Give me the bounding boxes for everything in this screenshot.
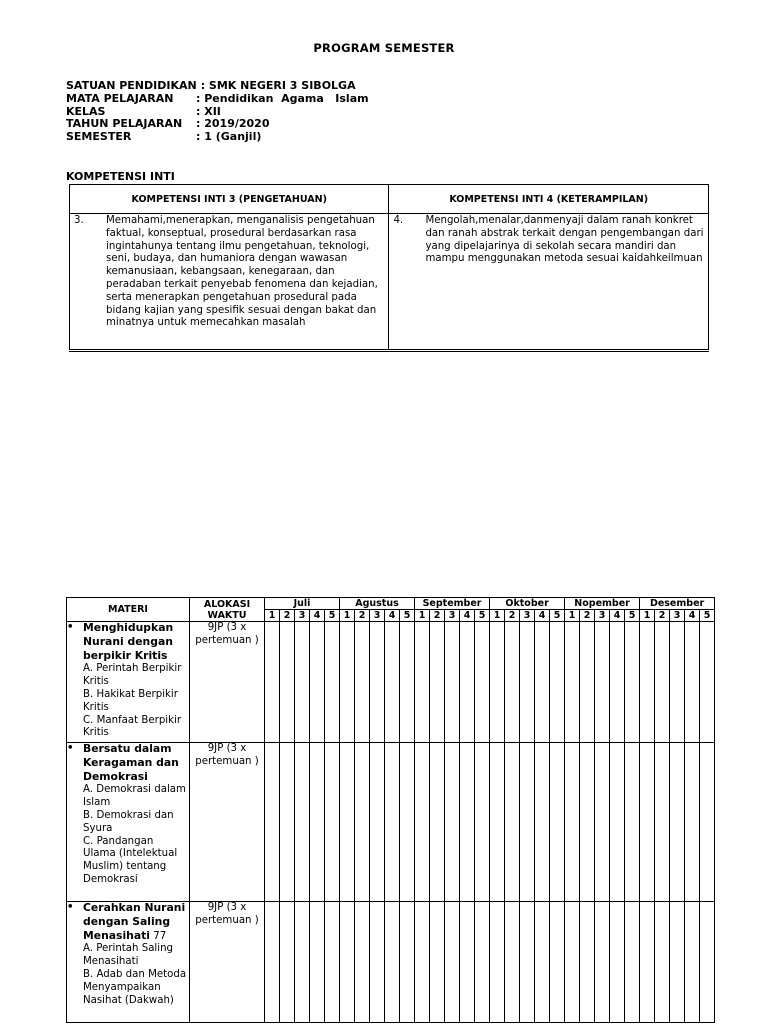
week-cell xyxy=(310,622,325,743)
week-cell xyxy=(295,743,310,902)
week-number: 2 xyxy=(505,610,520,622)
week-cell xyxy=(595,622,610,743)
week-cell xyxy=(295,622,310,743)
week-number: 5 xyxy=(325,610,340,622)
materi-cell xyxy=(67,902,190,1023)
week-number: 4 xyxy=(460,610,475,622)
week-cell xyxy=(445,743,460,902)
week-cell xyxy=(505,743,520,902)
week-cell xyxy=(535,743,550,902)
week-cell xyxy=(580,743,595,902)
materi-cell xyxy=(67,743,190,902)
week-cell xyxy=(625,622,640,743)
week-cell xyxy=(355,743,370,902)
week-number: 1 xyxy=(340,610,355,622)
table-row xyxy=(67,622,715,743)
week-cell xyxy=(520,622,535,743)
week-number: 5 xyxy=(400,610,415,622)
ki3-text: Memahami,menerapkan, menganalisis pengetahuan faktual, konseptual, prosedural berdasarkan rasa ingintahunya tentang ilmu pengetahuan, teknologi, seni, budaya, dan humaniora dengan wawasan kemanusiaan, kebangsaan, kenegaraan, dan peradaban terkait penyebab fenomena dan kejadian, serta menerapkan pengetahuan prosedural pada bidang kajian yang spesifik sesuai dengan bakat dan minatnya untuk memecahkan masalah xyxy=(106,215,378,329)
materi-title: Menghidupkan Nurani dengan berpikir Kritis xyxy=(83,621,174,662)
week-number: 1 xyxy=(565,610,580,622)
week-cell xyxy=(340,743,355,902)
info-label: TAHUN PELAJARAN xyxy=(66,117,183,131)
week-cell xyxy=(280,902,295,1023)
ki-heading: KOMPETENSI INTI xyxy=(66,170,175,183)
week-cell xyxy=(265,902,280,1023)
week-cell xyxy=(640,622,655,743)
week-cell xyxy=(460,902,475,1023)
ki3-number: 3. xyxy=(74,215,84,226)
week-cell xyxy=(400,743,415,902)
week-cell xyxy=(265,622,280,743)
week-cell xyxy=(520,743,535,902)
week-cell xyxy=(580,902,595,1023)
info-value: : 2019/2020 xyxy=(196,117,270,131)
week-cell xyxy=(370,902,385,1023)
week-cell xyxy=(460,622,475,743)
week-cell xyxy=(535,902,550,1023)
table-row xyxy=(67,902,715,1023)
month-header: Desember xyxy=(640,598,715,610)
ki4-text: Mengolah,menalar,danmenyaji dalam ranah konkret dan ranah abstrak terkait dengan pengembangan dari yang dipelajarinya di sekolah secara mandiri dan mampu menggunakan metoda sesuai kaidahkeilmuan xyxy=(425,215,704,265)
info-value: : 1 (Ganjil) xyxy=(196,130,262,144)
info-block xyxy=(66,80,369,144)
week-number: 5 xyxy=(475,610,490,622)
week-cell xyxy=(655,622,670,743)
week-cell xyxy=(625,743,640,902)
week-cell xyxy=(670,622,685,743)
week-cell xyxy=(490,902,505,1023)
info-label: SATUAN PENDIDIKAN xyxy=(66,79,197,92)
info-value: : SMK NEGERI 3 SIBOLGA xyxy=(200,79,356,92)
week-cell xyxy=(445,622,460,743)
week-cell xyxy=(490,743,505,902)
week-number: 2 xyxy=(580,610,595,622)
week-cell xyxy=(610,743,625,902)
month-header: Agustus xyxy=(340,598,415,610)
week-cell xyxy=(520,902,535,1023)
schedule-table xyxy=(66,597,715,1023)
month-header: Oktober xyxy=(490,598,565,610)
bullet-icon: • xyxy=(67,902,74,913)
page-title: PROGRAM SEMESTER xyxy=(313,41,455,55)
materi-subtopic: B. Demokrasi dan Syura xyxy=(83,809,174,834)
week-number: 3 xyxy=(595,610,610,622)
ki4-header: KOMPETENSI INTI 4 (KETERAMPILAN) xyxy=(389,185,709,214)
week-cell xyxy=(385,902,400,1023)
week-cell xyxy=(340,622,355,743)
week-cell xyxy=(700,902,715,1023)
week-cell xyxy=(415,622,430,743)
info-row-semester xyxy=(66,131,369,144)
materi-title: Bersatu dalam Keragaman dan Demokrasi xyxy=(83,742,179,783)
week-cell xyxy=(685,902,700,1023)
month-header: Juli xyxy=(265,598,340,610)
week-cell xyxy=(325,743,340,902)
week-cell xyxy=(310,902,325,1023)
week-cell xyxy=(685,743,700,902)
week-number: 1 xyxy=(265,610,280,622)
alokasi-header: ALOKASI WAKTU xyxy=(190,598,265,622)
week-number: 3 xyxy=(520,610,535,622)
week-number: 4 xyxy=(310,610,325,622)
materi-header: MATERI xyxy=(67,598,190,622)
week-cell xyxy=(385,622,400,743)
materi-subtopic: A. Perintah Saling Menasihati xyxy=(83,943,174,968)
week-number: 1 xyxy=(490,610,505,622)
week-cell xyxy=(325,622,340,743)
week-number: 4 xyxy=(385,610,400,622)
materi-cell xyxy=(67,622,190,743)
week-cell xyxy=(625,902,640,1023)
materi-subtopic: A. Demokrasi dalam Islam xyxy=(83,784,186,809)
week-cell xyxy=(670,743,685,902)
materi-subtopic: C. Pandangan Ulama (Intelektual Muslim) tentang Demokrasi xyxy=(83,835,178,885)
materi-title-suffix: 77 xyxy=(150,930,167,942)
bullet-icon: • xyxy=(67,743,74,754)
week-cell xyxy=(430,743,445,902)
materi-subtopic: B. Adab dan Metoda Menyampaikan Nasihat (Dakwah) xyxy=(83,968,187,1006)
info-value: : Pendidikan Agama Islam xyxy=(196,91,369,105)
week-cell xyxy=(280,622,295,743)
week-number: 2 xyxy=(655,610,670,622)
bullet-icon: • xyxy=(67,622,74,633)
ki4-cell xyxy=(389,214,709,351)
alokasi-cell: 9JP (3 x pertemuan ) xyxy=(190,622,265,743)
week-number: 4 xyxy=(535,610,550,622)
materi-title: Cerahkan Nurani dengan Saling Menasihati xyxy=(83,901,186,942)
ki4-number: 4. xyxy=(393,215,404,226)
week-cell xyxy=(355,902,370,1023)
week-cell xyxy=(535,622,550,743)
week-cell xyxy=(325,902,340,1023)
week-cell xyxy=(310,743,325,902)
week-cell xyxy=(355,622,370,743)
week-number: 3 xyxy=(295,610,310,622)
month-header: September xyxy=(415,598,490,610)
week-number: 5 xyxy=(700,610,715,622)
month-header: Nopember xyxy=(565,598,640,610)
week-cell xyxy=(475,902,490,1023)
week-cell xyxy=(550,743,565,902)
week-cell xyxy=(340,902,355,1023)
week-cell xyxy=(655,743,670,902)
week-number: 2 xyxy=(355,610,370,622)
week-cell xyxy=(580,622,595,743)
week-number: 1 xyxy=(640,610,655,622)
week-cell xyxy=(265,743,280,902)
week-cell xyxy=(655,902,670,1023)
week-cell xyxy=(610,622,625,743)
ki3-cell xyxy=(70,214,389,351)
ki3-header: KOMPETENSI INTI 3 (PENGETAHUAN) xyxy=(70,185,389,214)
week-cell xyxy=(490,622,505,743)
week-number: 1 xyxy=(415,610,430,622)
materi-subtopic: B. Hakikat Berpikir Kritis xyxy=(83,688,178,713)
week-number: 2 xyxy=(430,610,445,622)
week-number: 3 xyxy=(670,610,685,622)
alokasi-cell: 9JP (3 x pertemuan ) xyxy=(190,743,265,902)
week-cell xyxy=(565,622,580,743)
week-cell xyxy=(640,743,655,902)
week-number: 5 xyxy=(625,610,640,622)
week-number: 2 xyxy=(280,610,295,622)
week-cell xyxy=(640,902,655,1023)
week-cell xyxy=(385,743,400,902)
week-number: 5 xyxy=(550,610,565,622)
week-cell xyxy=(430,902,445,1023)
week-cell xyxy=(400,902,415,1023)
week-cell xyxy=(445,902,460,1023)
info-value: : XII xyxy=(196,104,221,118)
week-cell xyxy=(475,743,490,902)
week-cell xyxy=(505,622,520,743)
materi-subtopic: C. Manfaat Berpikir Kritis xyxy=(83,714,182,739)
info-label: KELAS xyxy=(66,104,106,118)
week-cell xyxy=(685,622,700,743)
week-cell xyxy=(460,743,475,902)
info-row-satuan xyxy=(66,80,369,93)
week-cell xyxy=(475,622,490,743)
alokasi-cell: 9JP (3 x pertemuan ) xyxy=(190,902,265,1023)
table-row xyxy=(67,743,715,902)
week-cell xyxy=(595,743,610,902)
week-cell xyxy=(415,902,430,1023)
week-cell xyxy=(565,902,580,1023)
week-cell xyxy=(430,622,445,743)
info-row-mapel xyxy=(66,93,369,106)
week-cell xyxy=(550,622,565,743)
week-cell xyxy=(370,743,385,902)
week-number: 3 xyxy=(370,610,385,622)
info-label: SEMESTER xyxy=(66,130,132,144)
week-cell xyxy=(610,902,625,1023)
week-cell xyxy=(505,902,520,1023)
week-number: 4 xyxy=(685,610,700,622)
week-cell xyxy=(700,743,715,902)
week-cell xyxy=(565,743,580,902)
kompetensi-inti-table xyxy=(69,184,709,352)
materi-subtopic: A. Perintah Berpikir Kritis xyxy=(83,663,182,688)
week-cell xyxy=(400,622,415,743)
week-cell xyxy=(550,902,565,1023)
week-cell xyxy=(370,622,385,743)
week-cell xyxy=(280,743,295,902)
week-number: 3 xyxy=(445,610,460,622)
week-cell xyxy=(295,902,310,1023)
week-cell xyxy=(595,902,610,1023)
week-number: 4 xyxy=(610,610,625,622)
week-cell xyxy=(670,902,685,1023)
week-cell xyxy=(700,622,715,743)
week-cell xyxy=(415,743,430,902)
info-label: MATA PELAJARAN xyxy=(66,91,174,105)
